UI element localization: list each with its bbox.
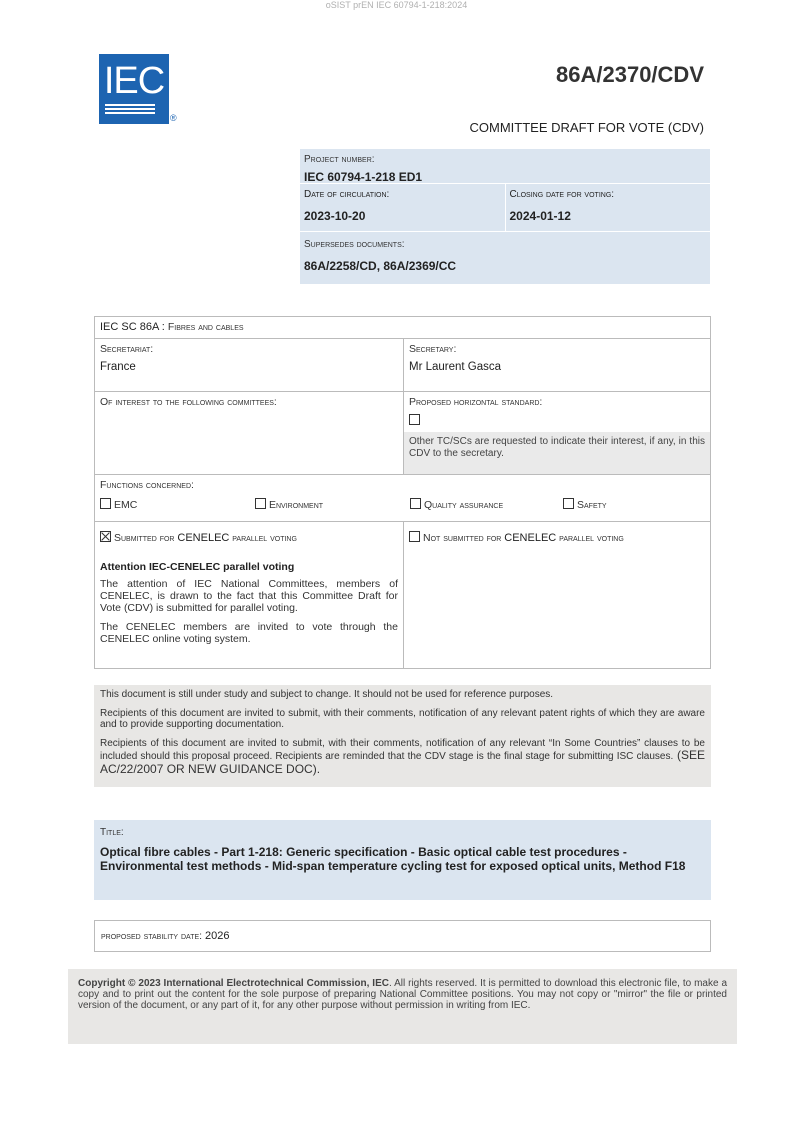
checkbox[interactable] (255, 498, 266, 509)
stability-box (94, 920, 711, 952)
supersedes-row (300, 232, 710, 284)
interest-label: Of interest to the following committees: (100, 396, 277, 408)
circulation-date: 2023-10-20 (304, 209, 366, 223)
logo-text: IEC (103, 60, 165, 102)
submitted-suffix: parallel voting (229, 532, 297, 544)
not-submitted-checkbox[interactable] (409, 531, 420, 542)
functions-row (95, 475, 710, 522)
horizontal-checkbox[interactable] (409, 414, 420, 425)
notice-p3-ref: (SEE AC/22/2007 OR NEW GUIDANCE DOC). (100, 748, 705, 776)
function-quality[interactable] (410, 498, 563, 511)
document-number: 86A/2370/CDV (556, 62, 704, 87)
function-emc[interactable] (100, 498, 255, 511)
project-number-label: Project number: (304, 154, 375, 165)
submitted-cell (95, 522, 404, 668)
secretary-label: Secretary: (409, 343, 457, 355)
notice-p1: This document is still under study and subject to change. It should not be used for reference purposes. (100, 689, 554, 700)
supersedes-docs: 86A/2258/CD, 86A/2369/CC (304, 259, 457, 273)
committee-title: Fibres and cables (167, 321, 244, 333)
committee-table (94, 316, 711, 669)
function-label: Environment (269, 499, 324, 511)
submitted-label: Submitted for (114, 532, 178, 544)
submitted-option[interactable] (100, 531, 398, 544)
closing-cell (506, 184, 711, 231)
copyright-text: . All rights reserved. It is permitted to download this electronic file, to make a copy and to print out the content for the sole purpose of preparing National Committee positions. You may not copy or "mirror" the file or printed version of the document, or any part of it, for any other purpose without permission in writing from IEC. (78, 978, 728, 1011)
not-submitted-org: CENELEC (504, 532, 557, 544)
circulation-cell (300, 184, 506, 231)
interest-cell (95, 392, 404, 474)
notice-p3 (100, 738, 705, 777)
committee-row (95, 317, 710, 339)
project-number: IEC 60794-1-218 ED1 (304, 170, 423, 184)
registered-mark: ® (170, 113, 177, 123)
notice-p3-text: Recipients of this document are invited to submit, with their comments, notification of any relevant “In Some Countries” clauses to be included should this proposal proceed. Recipients are reminded that the CDV stage is the final stage for submitting ISC clauses. (100, 737, 705, 762)
supersedes-label: Supersedes documents: (304, 239, 405, 250)
circulation-label: Date of circulation: (304, 189, 390, 200)
stability-label: proposed stability date: (101, 930, 205, 942)
not-submitted-cell (404, 522, 710, 668)
checkbox[interactable] (563, 498, 574, 509)
horizontal-note: Other TC/SCs are requested to indicate their interest, if any, in this CDV to the secretary. (404, 432, 710, 474)
iec-logo (99, 54, 169, 124)
watermark: oSIST prEN IEC 60794-1-218:2024 (325, 0, 468, 10)
not-submitted-suffix: parallel voting (556, 532, 624, 544)
functions-cell (95, 475, 710, 521)
title-label: Title: (100, 827, 124, 838)
committee-code: IEC SC 86A : (100, 321, 168, 333)
project-number-row (300, 149, 710, 184)
functions-list (100, 498, 705, 511)
submitted-org: CENELEC (177, 532, 230, 544)
notice-p2: Recipients of this document are invited to submit, with their comments, notification of any relevant patent rights of which they are aware and to provide supporting documentation. (100, 707, 705, 730)
secretary-cell (404, 339, 710, 391)
not-submitted-option[interactable] (409, 531, 705, 544)
interest-row (95, 392, 710, 475)
not-submitted-label: Not submitted for (423, 532, 505, 544)
copyright-notice (68, 969, 737, 1044)
copyright-holder: Copyright © 2023 International Electrotechnical Commission, IEC (78, 978, 389, 989)
secretariat-cell (95, 339, 404, 391)
horizontal-top (404, 392, 710, 432)
function-label: EMC (114, 499, 138, 511)
function-label: Safety (577, 499, 607, 511)
committee-name (95, 317, 249, 338)
dates-row (300, 184, 710, 232)
horizontal-label: Proposed horizontal standard: (409, 396, 543, 408)
secretariat-label: Secretariat: (100, 343, 154, 355)
function-environment[interactable] (255, 498, 410, 511)
document-type: COMMITTEE DRAFT FOR VOTE (CDV) (469, 120, 704, 135)
attention-title: Attention IEC-CENELEC parallel voting (100, 561, 295, 573)
function-label: Quality assurance (424, 499, 504, 511)
attention-p1: The attention of IEC National Committees, members of CENELEC, is drawn to the fact that this Committee Draft for Vote (CDV) is submitted for parallel voting. (100, 578, 398, 615)
secretariat-value: France (100, 361, 136, 373)
horizontal-cell (404, 392, 710, 474)
logo-lines (105, 104, 155, 116)
checkbox[interactable] (410, 498, 421, 509)
function-safety[interactable] (563, 498, 607, 511)
notice-box (94, 685, 711, 787)
checkbox[interactable] (100, 498, 111, 509)
secretary-value: Mr Laurent Gasca (409, 361, 502, 373)
secretariat-row (95, 339, 710, 392)
title-box (94, 820, 711, 900)
project-info-box (300, 149, 710, 284)
stability-date: 2026 (205, 930, 230, 942)
document-title: Optical fibre cables - Part 1-218: Generic specification - Basic optical cable test procedures - Environmental test methods - Mid-span temperature cycling test for exposed optical units, Method F18 (100, 845, 686, 873)
attention-p2: The CENELEC members are invited to vote through the CENELEC online voting system. (100, 621, 398, 646)
voting-row (95, 522, 710, 668)
closing-date: 2024-01-12 (509, 209, 571, 223)
submitted-checkbox[interactable] (100, 531, 111, 542)
closing-label: Closing date for voting: (509, 189, 615, 200)
functions-label: Functions concerned: (100, 479, 194, 491)
